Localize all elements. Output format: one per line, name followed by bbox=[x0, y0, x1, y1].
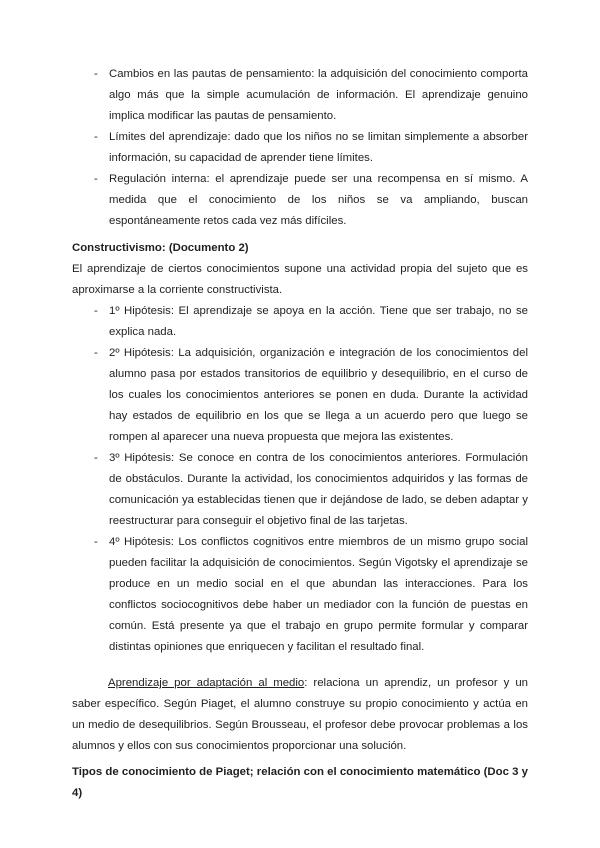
list-item-text: Límites del aprendizaje: dado que los niños no se limitan simplemente a absorber información, su capacidad de aprender tiene límites. bbox=[109, 131, 528, 164]
list-item-text: 2º Hipótesis: La adquisición, organización e integración de los conocimientos del alumno pasa por estados transitorios de equilibrio y desequilibrio, en el curso de los cuales los conocimientos anteriores se ponen en duda. Durante la actividad hay estados de equilibrio en los que se llega a un acuerdo pero que luego se rompen al aparecer una nueva propuesta que mejora las existentes. bbox=[109, 347, 528, 443]
list-item-text: Cambios en las pautas de pensamiento: la adquisición del conocimiento comporta algo más que la simple acumulación de información. El aprendizaje genuino implica modificar las pautas de pensamiento. bbox=[109, 68, 528, 122]
list-item-text: 3º Hipótesis: Se conoce en contra de los conocimientos anteriores. Formulación de obstáculos. Durante la actividad, los conocimientos adquiridos y las formas de comunicación ya establecidas tienen que ir dejándose de lado, se deben adaptar y reestructurar para conseguir el objetivo final de las tarjetas. bbox=[109, 452, 528, 527]
closing-heading: Tipos de conocimiento de Piaget; relación con el conocimiento matemático (Doc 3 y 4) bbox=[72, 766, 528, 799]
constructivismo-intro: El aprendizaje de ciertos conocimientos supone una actividad propia del sujeto que es aproximarse a la corriente constructivista. bbox=[72, 263, 528, 296]
bullet-dash: - bbox=[94, 68, 98, 80]
bullet-dash: - bbox=[94, 131, 98, 143]
list-item bbox=[72, 127, 528, 169]
adaptacion-underlined-lead: Aprendizaje por adaptación al medio bbox=[108, 677, 305, 689]
adaptacion-rest: : relaciona un aprendiz, un profesor y un saber específico. Según Piaget, el alumno construye su propio conocimiento y actúa en un medio de desequilibrios. Según Brousseau, el profesor debe provocar problemas a los alumnos y ellos con sus conocimientos proporcionar una solución. bbox=[72, 677, 528, 752]
list-item bbox=[72, 64, 528, 127]
list-item bbox=[72, 448, 528, 532]
bullet-dash: - bbox=[94, 536, 98, 548]
bullet-dash: - bbox=[94, 173, 98, 185]
list-item-text: 1º Hipótesis: El aprendizaje se apoya en la acción. Tiene que ser trabajo, no se explica nada. bbox=[109, 305, 528, 338]
list-item bbox=[72, 301, 528, 343]
bullet-dash: - bbox=[94, 452, 98, 464]
top-bullet-list bbox=[72, 64, 528, 232]
list-item bbox=[72, 343, 528, 448]
adaptacion-paragraph bbox=[72, 673, 528, 757]
bullet-dash: - bbox=[94, 305, 98, 317]
bullet-dash: - bbox=[94, 347, 98, 359]
list-item-text: Regulación interna: el aprendizaje puede ser una recompensa en sí mismo. A medida que el conocimiento de los niños se va ampliando, buscan espontáneamente retos cada vez más difíciles. bbox=[109, 173, 528, 227]
list-item bbox=[72, 532, 528, 658]
hypotheses-list bbox=[72, 301, 528, 658]
list-item-text: 4º Hipótesis: Los conflictos cognitivos entre miembros de un mismo grupo social pueden facilitar la adquisición de conocimientos. Según Vigotsky el aprendizaje se produce en un medio social en el que abundan las interacciones. Para los conflictos sociocognitivos debe haber un mediador con la función de puestas en común. Está presente ya que el trabajo en grupo permite formular y comparar distintas opiniones que enriquecen y facilitan el resultado final. bbox=[109, 536, 528, 653]
section-heading-constructivismo: Constructivismo: (Documento 2) bbox=[72, 242, 249, 254]
list-item bbox=[72, 169, 528, 232]
